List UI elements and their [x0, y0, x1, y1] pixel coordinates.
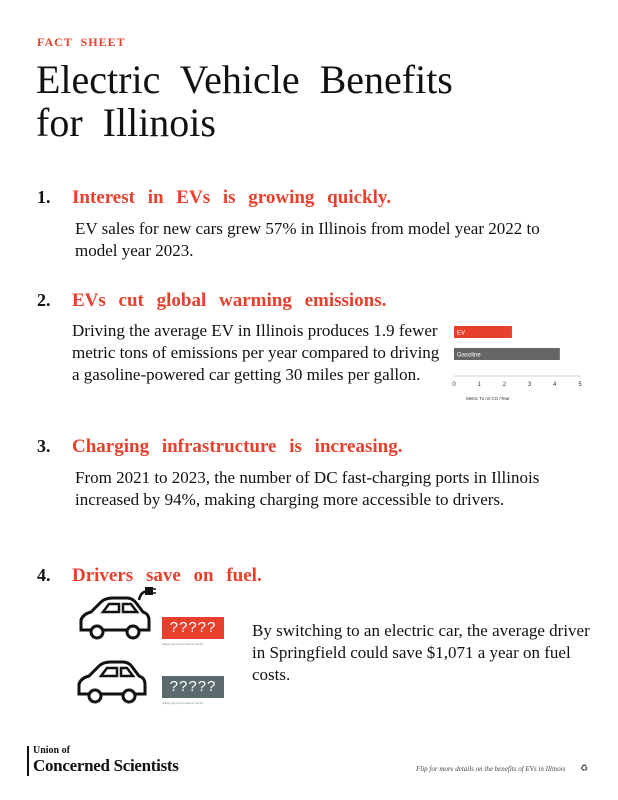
chart-bar-label: Gasoline	[457, 352, 481, 359]
ev-fuel-cost-box: ?????	[162, 617, 224, 639]
section-body: EV sales for new cars grew 57% in Illinois from model year 2022 to model year 2023.	[75, 219, 540, 260]
eyebrow-label: FACT SHEET	[37, 35, 126, 49]
section-heading: EVs cut global warming emissions.	[72, 290, 387, 311]
ucs-logo	[27, 746, 179, 776]
logo-line-2: Concerned Scientists	[33, 756, 179, 775]
chart-tick-label: 3	[527, 382, 532, 388]
gas-fuel-cost-box: ?????	[162, 676, 224, 698]
emissions-bar-chart	[448, 320, 588, 412]
section-body: From 2021 to 2023, the number of DC fast-charging ports in Illinois increased by 94%, making charging more accessible to drivers.	[75, 468, 540, 509]
section-body: Driving the average EV in Illinois produces 1.9 fewer metric tons of emissions per year compared to driving a gasoline-powered car getting 30 miles per gallon.	[72, 321, 440, 384]
section-number: 2.	[37, 290, 51, 310]
ev-fuel-cost-caption: charge yea pe pi n onnavec lee $ $	[162, 642, 204, 646]
recycle-icon: ♻	[580, 764, 589, 774]
section-heading: Interest in EVs is growing quickly.	[72, 187, 392, 208]
chart-tick-label: 2	[502, 382, 507, 388]
footer-note: Flip for more details on the benefits of EVs in Illinois	[416, 765, 566, 773]
gas-fuel-cost-caption: charge yea pe pi n onnavec lee $ $	[162, 701, 204, 705]
section-number: 3.	[37, 436, 51, 456]
chart-bar-label: EV	[457, 330, 466, 337]
section-number: 1.	[37, 187, 51, 207]
chart-tick-label: 1	[477, 382, 481, 388]
section-heading: Charging infrastructure is increasing.	[72, 436, 403, 457]
logo-line-1: Union of	[33, 745, 70, 756]
section-number: 4.	[37, 565, 51, 585]
electric-car-icon	[75, 586, 157, 646]
chart-tick-label: 4	[553, 382, 557, 388]
section-body: By switching to an electric car, the average driver in Springfield could save $1,071 a year on fuel costs.	[252, 621, 590, 684]
page-title: Electric Vehicle Benefits for Illinois	[36, 57, 453, 145]
section-heading: Drivers save on fuel.	[72, 565, 262, 586]
gas-car-icon	[75, 660, 157, 708]
chart-tick-label: 5	[578, 382, 582, 388]
chart-tick-label: 0	[452, 382, 456, 388]
chart-axis-label: Metric To ns CO /Year	[466, 396, 510, 401]
